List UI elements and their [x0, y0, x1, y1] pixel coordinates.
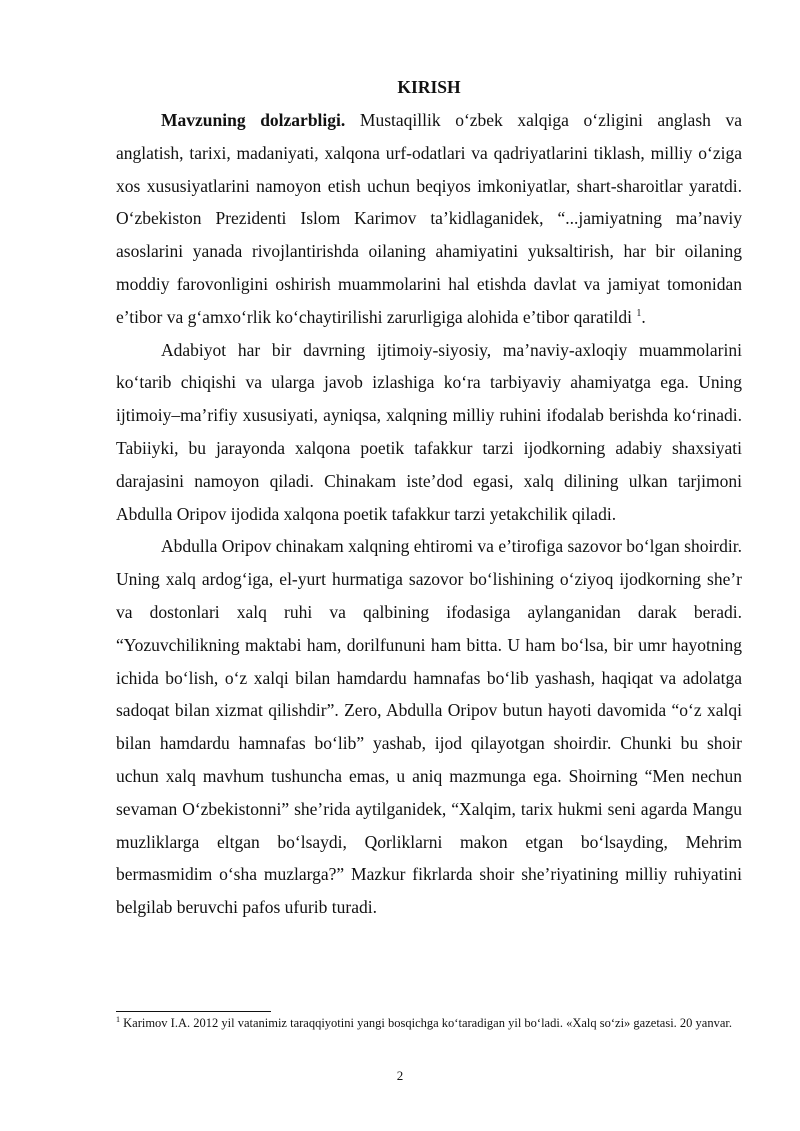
paragraph-2: Adabiyot har bir davrning ijtimoiy-siyosiy, ma’naviy-axloqiy muammolarini ko‘tarib chiqishi va ularga javob izlashiga ko‘ra tarbiyaviy ahamiyatga ega. Uning ijtimoiy–ma’rifiy xususiyati, ayniqsa, xalqning milliy ruhini ifodalab berishda ko‘rinadi. Tabiiyki, bu jarayonda xalqona poetik tafakkur tarzi ijodkorning adabiy shaxsiyati darajasini namoyon qiladi. Chinakam iste’dod egasi, xalq dilining ulkan tarjimoni Abdulla Oripov ijodida xalqona poetik tafakkur tarzi yetakchilik qiladi.: [116, 339, 742, 524]
footnote-reference[interactable]: 1: [636, 307, 642, 319]
paragraph-tail: .: [641, 306, 646, 327]
paragraph-text: Mustaqillik o‘zbek xalqiga o‘zligini anglash va anglatish, tarixi, madaniyati, xalqona urf-odatlari va qadriyatlarini tiklash, milliy o‘ziga xos xususiyatlarini namoyon etish uchun beqiyos imkoniyatlar, shart-sharoitlar yaratdi. O‘zbekiston Prezidenti Islom Karimov ta’kidlaganidek, “...jamiyatning ma’naviy asoslarini yanada rivojlantirishda oilaning ahamiyatini yuksaltirish, har bir oilaning moddiy farovonligini oshirish muammolarini hal etishda davlat va jamiyat tomonidan e’tibor va g‘amxo‘rlik ko‘chaytirilishi zarurligiga alohida e’tibor qaratildi: [116, 110, 742, 327]
main-content: [116, 72, 742, 924]
paragraph-3: Abdulla Oripov chinakam xalqning ehtiromi va e’tirofiga sazovor bo‘lgan shoirdir. Uning xalq ardog‘iga, el-yurt hurmatiga sazovor bo‘lishining o‘ziyoq ijodkorning she’r va dostonlari xalq ruhi va qalbining ifodasiga aylanganidan darak beradi. “Yozuvchilikning maktabi ham, dorilfununi ham bitta. U ham bo‘lsa, bir umr hayotning ichida bo‘lish, o‘z xalqi bilan hamdardu hamnafas bo‘lib yashash, haqiqat va adolatga sadoqat bilan xizmat qilishdir”. Zero, Abdulla Oripov butun hayoti davomida “o‘z xalqi bilan hamdardu hamnafas bo‘lib” yashab, ijod qilayotgan shoirdir. Chunki bu shoir uchun xalq mavhum tushuncha emas, u aniq mazmunga ega. Shoirning “Men nechun sevaman O‘zbekistonni” she’rida aytilganidek, “Xalqim, tarix hukmi seni agarda Mangu muzliklarga eltgan bo‘lsaydi, Qorliklarni makon etgan bo‘lsayding, Mehrim bermasmidim o‘sha muzlarga?” Mazkur fikrlarda shoir she’riyatining milliy ruhiyatini belgilab beruvchi pafos ufurib turadi.: [116, 536, 742, 918]
section-lead: Mavzuning dolzarbligi.: [161, 110, 346, 130]
footnote-text: Karimov I.A. 2012 yil vatanimiz taraqqiyotini yangi bosqichga ko‘taradigan yil bo‘ladi. «Xalq so‘zi» gazetasi. 20 yanvar.: [120, 1016, 732, 1030]
paragraph-1: [116, 104, 742, 334]
page-title: KIRISH: [397, 77, 461, 97]
footnote-marker: 1: [116, 1014, 120, 1024]
footnote: [116, 1016, 742, 1032]
footnote-separator: [116, 1011, 271, 1012]
page-number: 2: [396, 1068, 404, 1083]
